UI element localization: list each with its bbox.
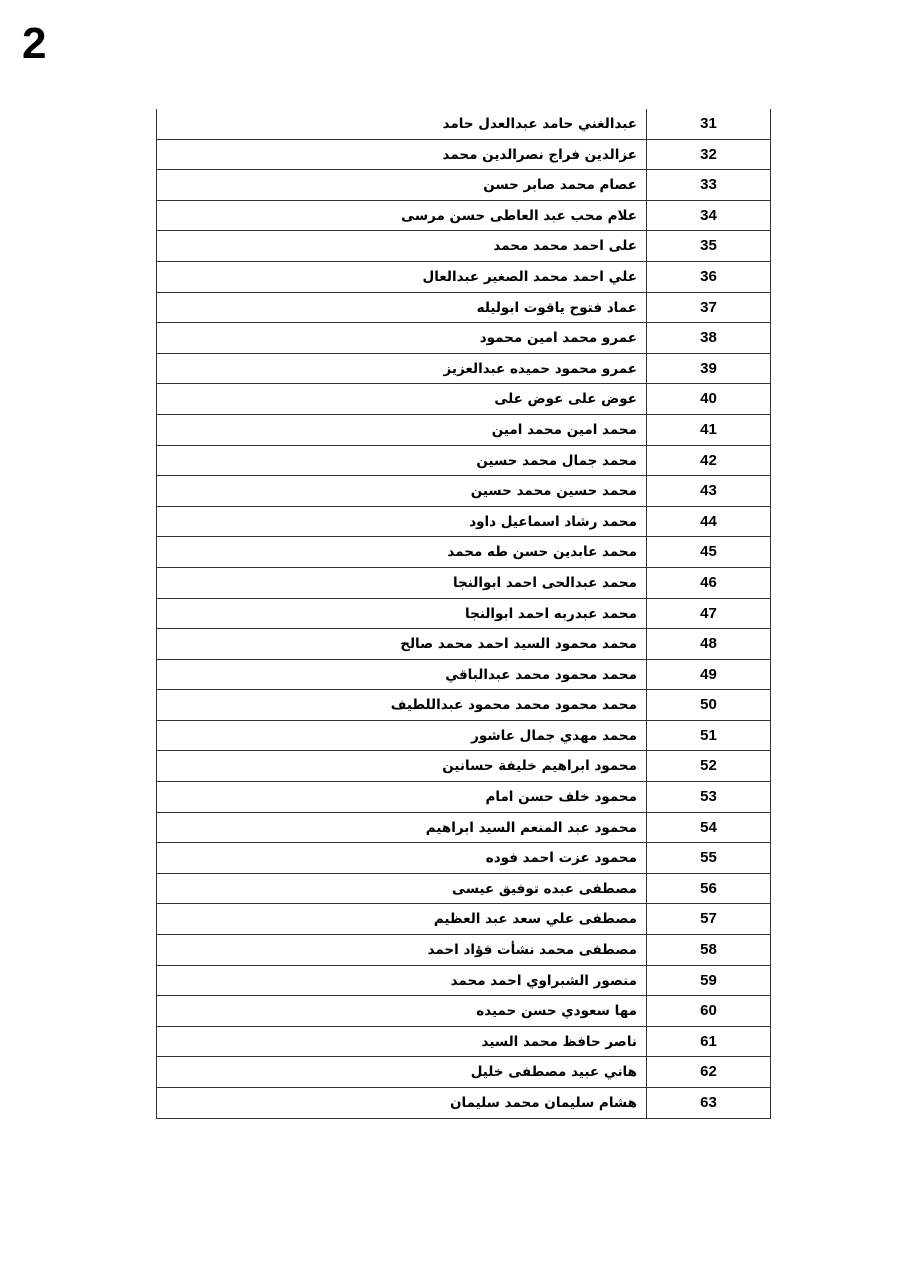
number-cell: 57 bbox=[700, 910, 717, 928]
name-cell: عصام محمد صابر حسن bbox=[157, 170, 647, 200]
table-row bbox=[157, 874, 770, 905]
name-cell: هاني عبيد مصطفى خليل bbox=[157, 1057, 647, 1087]
table-row bbox=[157, 966, 770, 997]
number-cell: 43 bbox=[700, 482, 717, 500]
number-cell: 54 bbox=[700, 818, 717, 836]
name-cell: عوض على عوض على bbox=[157, 384, 647, 414]
name-cell: محمد محمود محمد محمود عبداللطيف bbox=[157, 690, 647, 720]
number-cell: 48 bbox=[700, 635, 717, 653]
number-cell: 53 bbox=[700, 788, 717, 806]
number-cell: 45 bbox=[700, 543, 717, 561]
number-cell: 58 bbox=[700, 941, 717, 959]
number-cell: 36 bbox=[700, 267, 717, 285]
table-row bbox=[157, 996, 770, 1027]
name-cell: محمد عبدربه احمد ابوالنجا bbox=[157, 599, 647, 629]
number-cell: 52 bbox=[700, 757, 717, 775]
table-row bbox=[157, 843, 770, 874]
name-cell: مها سعودي حسن حميده bbox=[157, 996, 647, 1026]
name-cell: عزالدين فراج نصرالدين محمد bbox=[157, 140, 647, 170]
number-cell: 51 bbox=[700, 726, 717, 744]
table-row bbox=[157, 629, 770, 660]
name-cell: منصور الشبراوي احمد محمد bbox=[157, 966, 647, 996]
table-row bbox=[157, 599, 770, 630]
number-cell: 61 bbox=[700, 1032, 717, 1050]
table-row bbox=[157, 140, 770, 171]
name-cell: على احمد محمد محمد bbox=[157, 231, 647, 261]
number-cell: 50 bbox=[700, 696, 717, 714]
name-cell: محمد عبدالحى احمد ابوالنجا bbox=[157, 568, 647, 598]
number-cell: 37 bbox=[700, 298, 717, 316]
name-cell: مصطفى علي سعد عبد العظيم bbox=[157, 904, 647, 934]
name-cell: عمرو محمد امين محمود bbox=[157, 323, 647, 353]
table-row bbox=[157, 721, 770, 752]
name-cell: مصطفى محمد نشأت فؤاد احمد bbox=[157, 935, 647, 965]
name-cell: محمود عزت احمد فوده bbox=[157, 843, 647, 873]
name-cell: محمد رشاد اسماعيل داود bbox=[157, 507, 647, 537]
name-cell: محمد حسين محمد حسين bbox=[157, 476, 647, 506]
name-cell: محمد عابدين حسن طه محمد bbox=[157, 537, 647, 567]
number-cell: 56 bbox=[700, 879, 717, 897]
table-row bbox=[157, 813, 770, 844]
table-row bbox=[157, 1057, 770, 1088]
table-row bbox=[157, 170, 770, 201]
name-cell: محمد محمود السيد احمد محمد صالح bbox=[157, 629, 647, 659]
name-cell: محمود عبد المنعم السيد ابراهيم bbox=[157, 813, 647, 843]
table-row bbox=[157, 782, 770, 813]
number-cell: 44 bbox=[700, 512, 717, 530]
table-row bbox=[157, 109, 770, 140]
table-row bbox=[157, 537, 770, 568]
name-cell: محمد امين محمد امين bbox=[157, 415, 647, 445]
table-row bbox=[157, 446, 770, 477]
name-cell: عماد فتوح ياقوت ابوليله bbox=[157, 293, 647, 323]
table-row bbox=[157, 384, 770, 415]
table-row bbox=[157, 904, 770, 935]
number-cell: 31 bbox=[700, 115, 717, 132]
name-cell: هشام سليمان محمد سليمان bbox=[157, 1088, 647, 1118]
number-cell: 63 bbox=[700, 1094, 717, 1111]
number-cell: 49 bbox=[700, 665, 717, 683]
number-cell: 62 bbox=[700, 1063, 717, 1081]
table-row bbox=[157, 262, 770, 293]
number-cell: 46 bbox=[700, 573, 717, 591]
table-row bbox=[157, 293, 770, 324]
table-row bbox=[157, 415, 770, 446]
names-table bbox=[156, 109, 771, 1119]
name-cell: عبدالغني حامد عبدالعدل حامد bbox=[157, 109, 647, 139]
name-cell: علام محب عبد العاطى حسن مرسى bbox=[157, 201, 647, 231]
table-row bbox=[157, 935, 770, 966]
number-cell: 38 bbox=[700, 329, 717, 347]
name-cell: مصطفى عبده توفيق عيسى bbox=[157, 874, 647, 904]
table-row bbox=[157, 1027, 770, 1058]
name-cell: محمد جمال محمد حسين bbox=[157, 446, 647, 476]
number-cell: 60 bbox=[700, 1002, 717, 1020]
number-cell: 40 bbox=[700, 390, 717, 408]
name-cell: علي احمد محمد الصغير عبدالعال bbox=[157, 262, 647, 292]
name-cell: عمرو محمود حميده عبدالعزيز bbox=[157, 354, 647, 384]
table-row bbox=[157, 507, 770, 538]
table-row bbox=[157, 354, 770, 385]
table-row bbox=[157, 476, 770, 507]
name-cell: محمد مهدي جمال عاشور bbox=[157, 721, 647, 751]
number-cell: 33 bbox=[700, 176, 717, 194]
table-row bbox=[157, 323, 770, 354]
table-row bbox=[157, 231, 770, 262]
number-cell: 42 bbox=[700, 451, 717, 469]
name-cell: محمود خلف حسن امام bbox=[157, 782, 647, 812]
number-cell: 32 bbox=[700, 145, 717, 163]
number-cell: 59 bbox=[700, 971, 717, 989]
table-row bbox=[157, 568, 770, 599]
page-number: 2 bbox=[22, 19, 47, 68]
number-cell: 34 bbox=[700, 206, 717, 224]
table-row bbox=[157, 660, 770, 691]
name-cell: ناصر حافظ محمد السيد bbox=[157, 1027, 647, 1057]
number-cell: 47 bbox=[700, 604, 717, 622]
table-row bbox=[157, 1088, 770, 1119]
table-row bbox=[157, 751, 770, 782]
name-cell: محمود ابراهيم خليفة حسانين bbox=[157, 751, 647, 781]
number-cell: 41 bbox=[700, 420, 717, 438]
number-cell: 39 bbox=[700, 359, 717, 377]
number-cell: 35 bbox=[700, 237, 717, 255]
table-row bbox=[157, 201, 770, 232]
name-cell: محمد محمود محمد عبدالباقي bbox=[157, 660, 647, 690]
number-cell: 55 bbox=[700, 849, 717, 867]
table-row bbox=[157, 690, 770, 721]
